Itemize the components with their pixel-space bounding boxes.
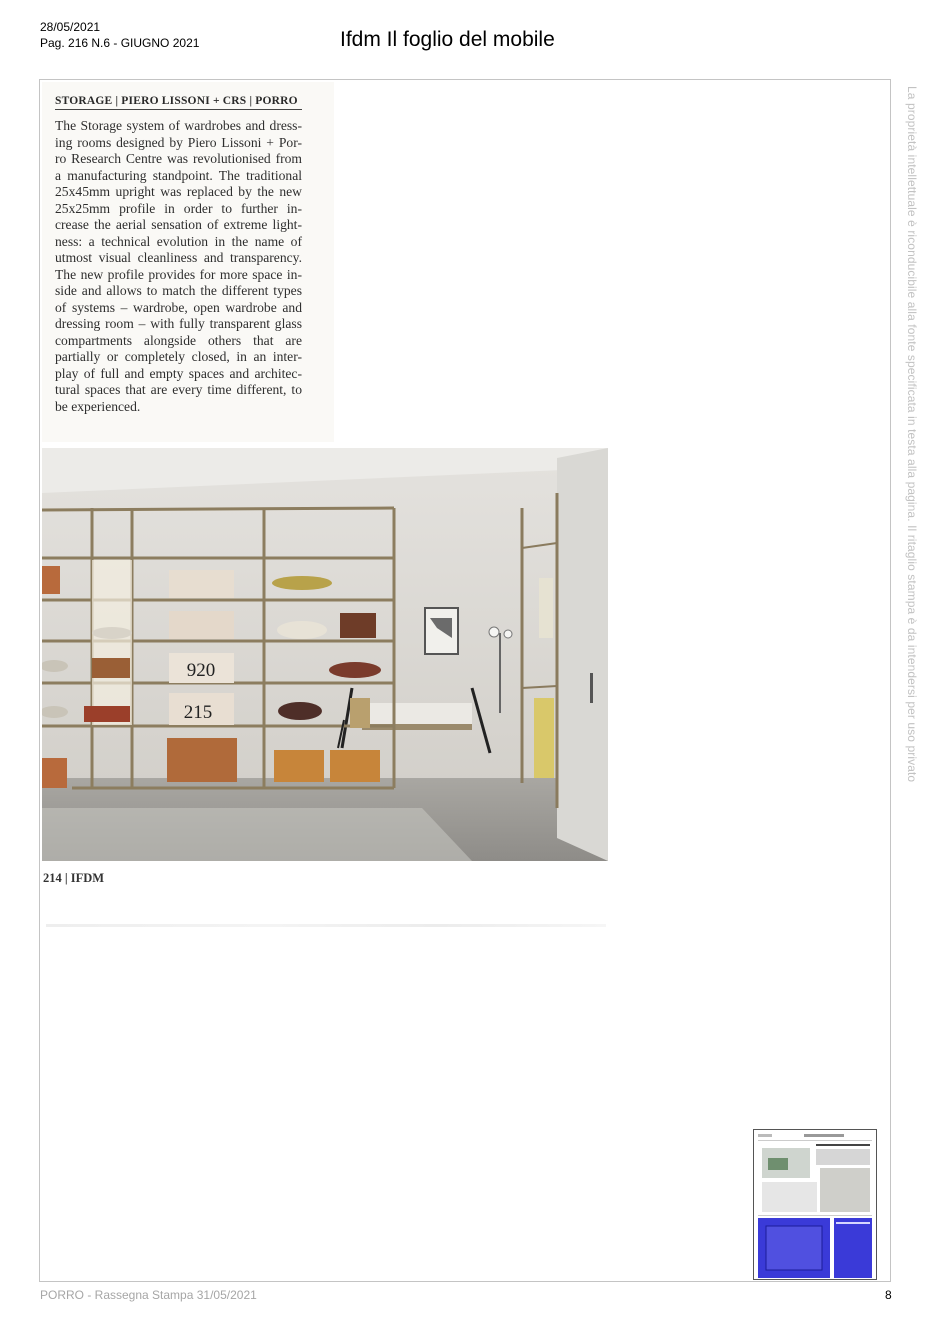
article-kicker: STORAGE | PIERO LISSONI + CRS | PORRO (55, 95, 302, 110)
publication-title: Ifdm Il foglio del mobile (340, 28, 555, 51)
box-label-920: 920 (186, 660, 216, 681)
bleed-through-line (46, 924, 606, 927)
article-line: tural spaces that are every time different, to (55, 382, 302, 397)
article-line: ro Research Centre was revolutionised from (55, 151, 302, 166)
article-line: compartments alongside others that are (55, 332, 302, 348)
article-line: The new profile provides for more space in- (55, 266, 302, 282)
article-line: crease the aerial sensation of extreme light- (55, 217, 302, 232)
article-line: 25x45mm upright was replaced by the new (55, 184, 302, 199)
footer-page-number: 8 (885, 1288, 892, 1302)
article-line: ing rooms designed by Piero Lissoni + Por- (55, 134, 302, 150)
article-line: play of full and empty spaces and architec- (55, 365, 302, 381)
footer-source: PORRO - Rassegna Stampa 31/05/2021 (40, 1288, 257, 1302)
clip-date: 28/05/2021 (40, 20, 101, 34)
article-line: side and allows to match the different types (55, 283, 302, 298)
article-line: utmost visual cleanliness and transparency. (55, 250, 302, 265)
wardrobe-photo (42, 448, 608, 861)
article-line: 25x25mm profile in order to further in- (55, 200, 302, 216)
article-line: of systems – wardrobe, open wardrobe and (55, 299, 302, 315)
page-thumbnail (753, 1129, 877, 1280)
article-line: ness: a technical evolution in the name of (55, 233, 302, 249)
article-body (55, 118, 302, 415)
copyright-side-note: La proprietà intellettuale è riconducibile alla fonte specificata in testa alla pagina. Il ritaglio stampa è da intendersi per uso privato (905, 86, 919, 783)
article-line: a manufacturing standpoint. The traditional (55, 167, 302, 183)
article-line: The Storage system of wardrobes and dress- (55, 118, 302, 133)
article-line: dressing room – with fully transparent glass (55, 316, 302, 331)
article-line: partially or completely closed, in an inter- (55, 349, 302, 364)
page-folio: 214 | IFDM (43, 871, 105, 885)
box-label-215: 215 (183, 702, 213, 723)
page-issue-info: Pag. 216 N.6 - GIUGNO 2021 (40, 36, 200, 50)
article-column (42, 82, 334, 442)
article-line: be experienced. (55, 398, 141, 414)
